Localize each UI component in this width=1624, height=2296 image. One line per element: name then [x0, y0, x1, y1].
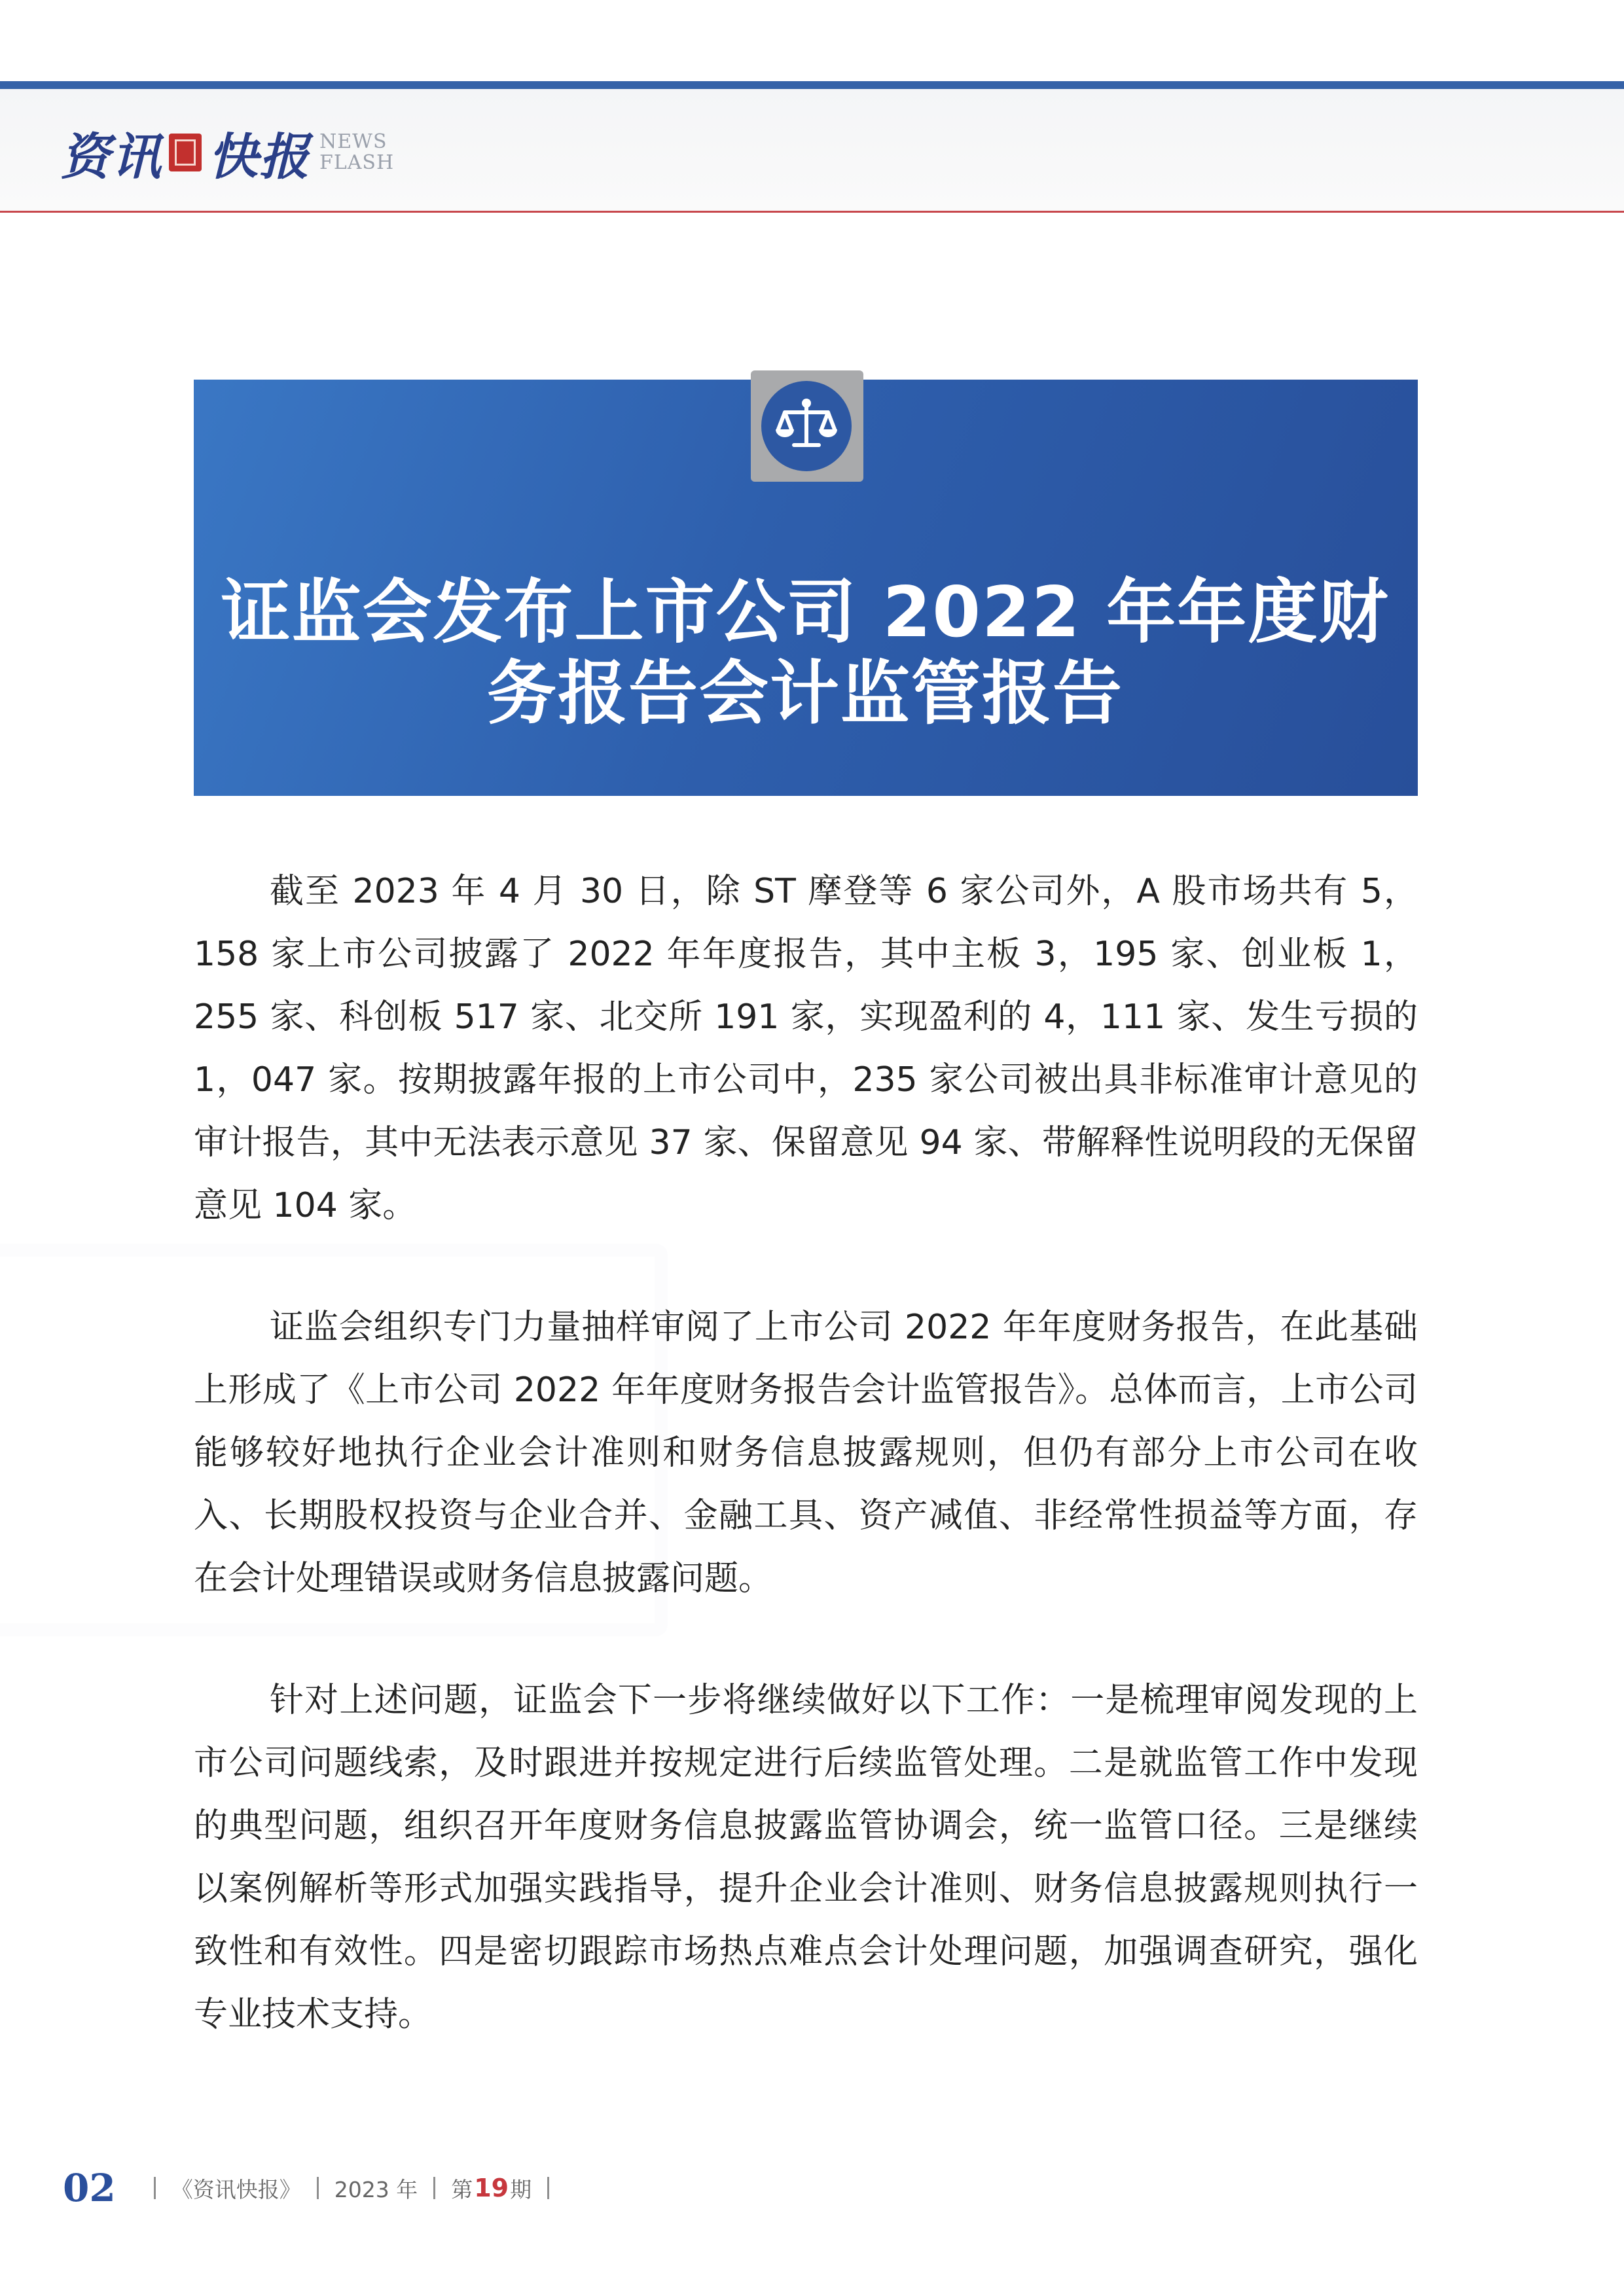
brand-english-line1: NEWS [319, 130, 388, 153]
title-badge [751, 370, 863, 482]
top-rule [0, 81, 1624, 89]
article-body [194, 860, 1418, 2105]
article-title [216, 572, 1394, 734]
publication-year: 2023 年 [334, 2176, 418, 2202]
brand-english-line2: FLASH [319, 151, 395, 174]
paragraph-2: 证监会组织专门力量抽样审阅了上市公司 2022 年年度财务报告，在此基础上形成了《上市公司 2022 年年度财务报告会计监管报告》。总体而言，上市公司能够较好地执行企业会计准则和财务信息披露规则，但仍有部分上市公司在收入、长期股权投资与企业合并、金融工具、资产减值、非经常性损益等方面，存在会计处理错误或财务信息披露问题。 [194, 1308, 1418, 1598]
brand-logo [60, 117, 394, 188]
header-divider [0, 211, 1624, 213]
issue-suffix: 期 [510, 2176, 532, 2202]
brand-name-part1: 资讯 [60, 127, 162, 186]
article-title-line2: 务报告会计监管报告 [487, 653, 1123, 734]
publication-name: 《资讯快报》 [171, 2176, 301, 2202]
paragraph-1: 截至 2023 年 4 月 30 日，除 ST 摩登等 6 家公司外，A 股市场共有 5，158 家上市公司披露了 2022 年年度报告，其中主板 3，195 家、创业板 1，255 家、科创板 517 家、北交所 191 家，实现盈利的 4，111 家、发生亏损的 1，047 家。按期披露年报的上市公司中，235 家公司被出具非标准审计意见的审计报告，其中无法表示意见 37 家、保留意见 94 家、带解释性说明段的无保留意见 104 家。 [194, 872, 1418, 1225]
page-footer [63, 2165, 565, 2211]
issue-number: 19 [474, 2174, 509, 2202]
paragraph-3: 针对上述问题，证监会下一步将继续做好以下工作：一是梳理审阅发现的上市公司问题线索，及时跟进并按规定进行后续监管处理。二是就监管工作中发现的典型问题，组织召开年度财务信息披露监管协调会，统一监管口径。三是继续以案例解析等形式加强实践指导，提升企业会计准则、财务信息披露规则执行一致性和有效性。四是密切跟踪市场热点难点会计处理问题，加强调查研究，强化专业技术支持。 [194, 1681, 1418, 2034]
footer-separator [433, 2177, 435, 2199]
brand-english [319, 132, 394, 173]
scales-icon [761, 381, 852, 471]
issue-prefix: 第 [451, 2176, 473, 2202]
brand-name-part2: 快报 [208, 127, 310, 186]
footer-separator [547, 2177, 549, 2199]
footer-separator [317, 2177, 319, 2199]
footer-separator [154, 2177, 156, 2199]
seal-icon [169, 134, 202, 171]
article-title-line1: 证监会发布上市公司 2022 年年度财 [221, 572, 1390, 653]
page-number: 02 [63, 2166, 116, 2210]
